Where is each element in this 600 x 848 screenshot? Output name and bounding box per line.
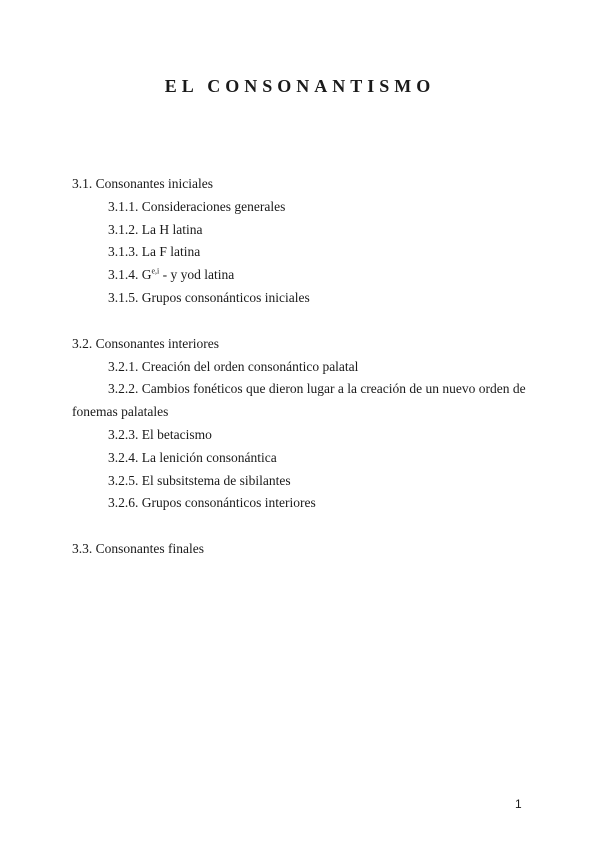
toc-item-3-1-4-suffix: - y yod latina xyxy=(159,267,235,283)
page-title: EL CONSONANTISMO xyxy=(164,76,436,96)
toc-item-3-1-3: 3.1.3. La F latina xyxy=(108,244,201,260)
toc-item-3-2-2: 3.2.2. Cambios fonéticos que dieron lugar a la creación de un nuevo orden de fonemas palatales xyxy=(72,381,526,420)
toc-item-3-2-4: 3.2.4. La lenición consonántica xyxy=(108,449,277,465)
toc-item-3-2-6: 3.2.6. Grupos consonánticos interiores xyxy=(108,495,316,511)
table-of-contents xyxy=(72,173,532,584)
toc-section-3-1 xyxy=(72,173,532,310)
toc-item-3-1-4 xyxy=(72,264,532,287)
toc-section-3-3 xyxy=(72,538,532,561)
toc-heading-3-2: 3.2. Consonantes interiores xyxy=(72,335,219,351)
toc-item-3-2-3: 3.2.3. El betacismo xyxy=(108,426,212,442)
toc-item-3-1-4-prefix: 3.1.4. G xyxy=(108,267,152,283)
toc-item-3-2-5: 3.2.5. El subsitstema de sibilantes xyxy=(108,472,291,488)
toc-section-3-2 xyxy=(72,333,532,515)
toc-item-3-1-1: 3.1.1. Consideraciones generales xyxy=(108,198,286,214)
toc-item-3-2-1: 3.2.1. Creación del orden consonántico palatal xyxy=(108,358,359,374)
toc-item-3-1-2: 3.1.2. La H latina xyxy=(108,221,203,237)
toc-item-3-1-4-superscript: e,i xyxy=(151,266,160,276)
toc-heading-3-1: 3.1. Consonantes iniciales xyxy=(72,176,213,191)
toc-heading-3-3: 3.3. Consonantes finales xyxy=(72,541,204,557)
page-number: 1 xyxy=(515,797,522,811)
toc-item-3-1-5: 3.1.5. Grupos consonánticos iniciales xyxy=(108,289,310,305)
